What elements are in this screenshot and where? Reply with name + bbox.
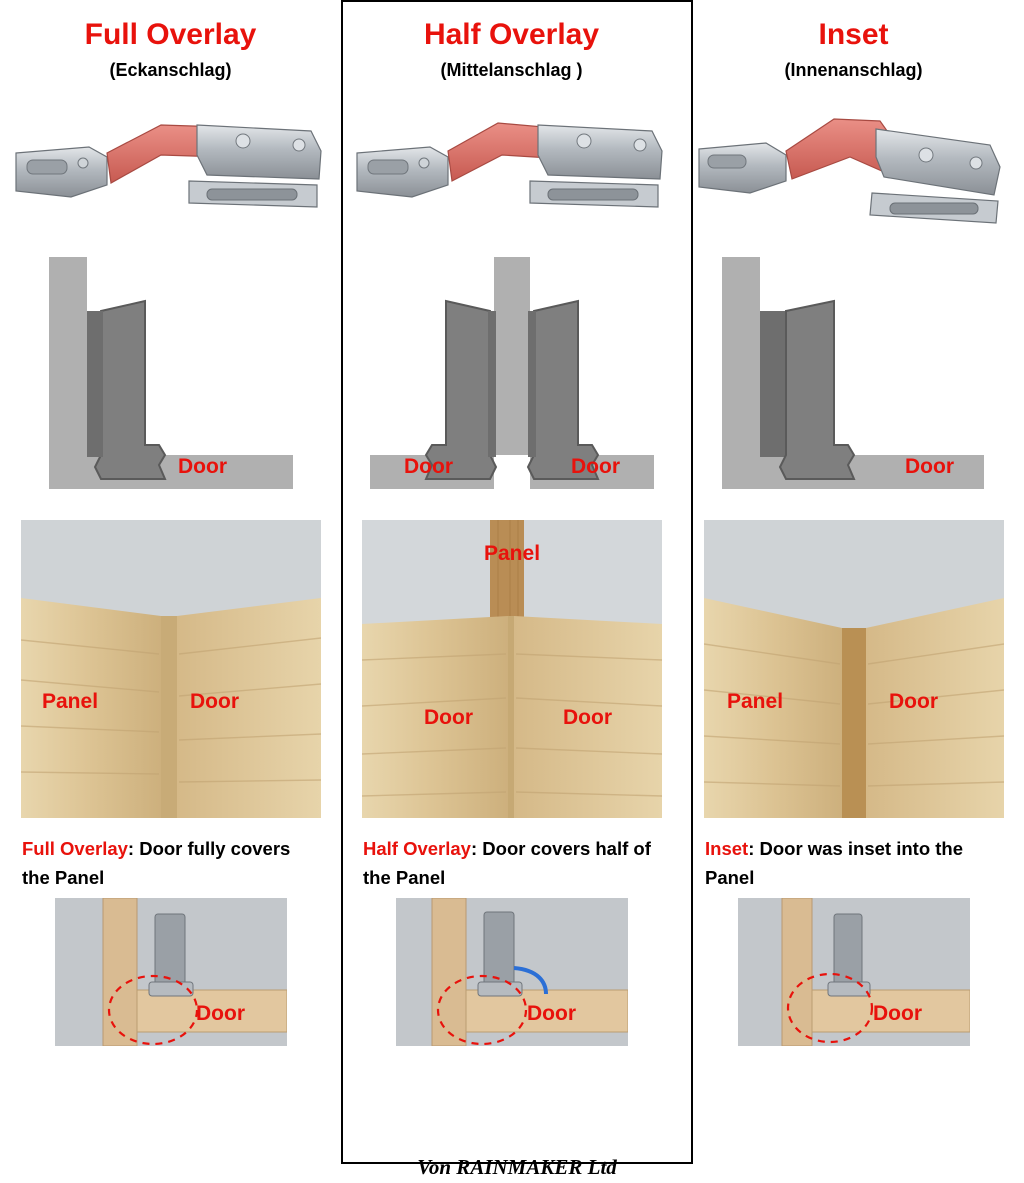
caption-highlight: Inset — [705, 838, 749, 859]
wood-corner-illustration — [704, 520, 1004, 818]
wood-corner-illustration — [21, 520, 321, 818]
column-subtitle: (Mittelanschlag ) — [440, 60, 583, 80]
caption-full-overlay — [22, 835, 319, 892]
column-subtitle: (Eckanschlag) — [109, 60, 232, 80]
caption-highlight: Half Overlay — [363, 838, 471, 859]
caption-rest: : Door covers half of the Panel — [363, 838, 651, 888]
wood-photo-full-overlay — [0, 520, 341, 825]
column-inset — [683, 0, 1024, 1183]
cross-section-diagram — [41, 249, 301, 499]
wood-label-door-left: Door — [424, 706, 473, 729]
wood-label-door: Door — [190, 690, 239, 713]
column-title: Half Overlay — [423, 18, 600, 51]
hinge-photo-inset — [683, 105, 1024, 245]
hinge-install-detail — [738, 898, 970, 1046]
hinge-illustration — [11, 105, 331, 235]
caption-inset — [705, 835, 1002, 892]
wood-label-door: Door — [889, 690, 938, 713]
hinge-install-detail — [55, 898, 287, 1046]
caption-rest: : Door was inset into the Panel — [705, 838, 964, 888]
column-title: Full Overlay — [84, 18, 257, 51]
column-full-overlay — [0, 0, 341, 1183]
bottom-label-door: Door — [196, 1002, 245, 1026]
cross-section-full-overlay — [0, 249, 341, 514]
schematic-label-door-right: Door — [571, 455, 620, 478]
hinge-photo-full-overlay — [0, 105, 341, 245]
caption-highlight: Full Overlay — [22, 838, 128, 859]
cross-section-inset — [683, 249, 1024, 514]
column-subtitle: (Innenanschlag) — [784, 60, 923, 80]
wood-label-panel: Panel — [727, 690, 784, 713]
schematic-label-door: Door — [905, 455, 954, 478]
wood-label-door-right: Door — [563, 706, 612, 729]
bottom-label-door: Door — [527, 1002, 576, 1026]
bottom-photo-inset — [683, 898, 1024, 1058]
hinge-illustration — [694, 105, 1014, 235]
bottom-label-door: Door — [873, 1002, 922, 1026]
bottom-photo-full-overlay — [0, 898, 341, 1058]
wood-label-panel: Panel — [484, 542, 541, 565]
schematic-label-door: Door — [178, 455, 227, 478]
wood-label-panel: Panel — [42, 690, 99, 713]
highlight-box-half-overlay — [341, 0, 693, 1164]
brand-credit: Von RAINMAKER Ltd — [417, 1155, 617, 1179]
wood-photo-inset — [683, 520, 1024, 825]
column-title: Inset — [818, 18, 889, 51]
caption-rest: : Door fully covers the Panel — [22, 838, 291, 888]
schematic-label-door-left: Door — [404, 455, 453, 478]
